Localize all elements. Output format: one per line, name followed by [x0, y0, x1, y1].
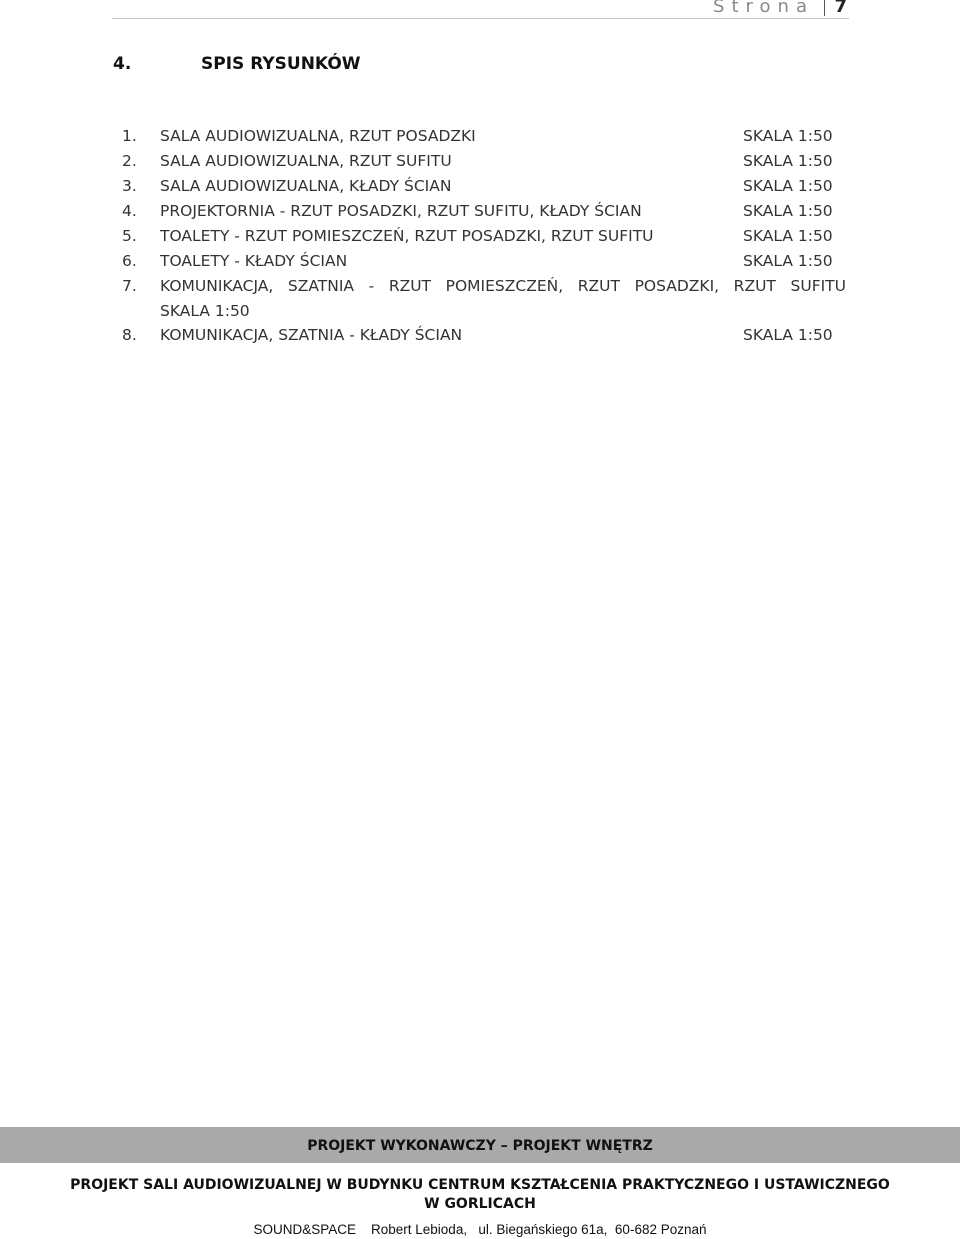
drawing-scale: SKALA 1:50: [743, 227, 833, 245]
footer-company: SOUND&SPACE Robert Lebioda, ul. Biegańskiego 61a, 60-682 Poznań: [253, 1222, 707, 1237]
section-title: SPIS RYSUNKÓW: [201, 54, 361, 74]
drawing-scale: SKALA 1:50: [743, 152, 833, 170]
drawing-number: 7.: [122, 277, 137, 295]
drawing-item: [122, 199, 846, 224]
drawing-number: 4.: [122, 202, 137, 220]
drawing-scale: SKALA 1:50: [743, 127, 833, 145]
drawing-item: [122, 274, 846, 323]
page-number: 7: [834, 0, 847, 17]
drawing-scale: SKALA 1:50: [743, 202, 833, 220]
drawing-scale: SKALA 1:50: [743, 252, 833, 270]
page-separator: [824, 0, 825, 16]
drawing-number: 2.: [122, 152, 137, 170]
drawing-list: [122, 124, 846, 348]
drawing-item: [122, 174, 846, 199]
footer-bar-text: PROJEKT WYKONAWCZY – PROJEKT WNĘTRZ: [307, 1138, 653, 1154]
drawing-item: [122, 124, 846, 149]
drawing-title: TOALETY - RZUT POMIESZCZEŃ, RZUT POSADZKI, RZUT SUFITU: [160, 227, 654, 245]
footer-project-title: PROJEKT SALI AUDIOWIZUALNEJ W BUDYNKU CENTRUM KSZTAŁCENIA PRAKTYCZNEGO I USTAWICZNEGO W GORLICACH: [70, 1177, 890, 1212]
drawing-title: KOMUNIKACJA, SZATNIA - KŁADY ŚCIAN: [160, 326, 463, 344]
drawing-scale: SKALA 1:50: [743, 177, 833, 195]
drawing-title: SALA AUDIOWIZUALNA, RZUT POSADZKI: [160, 127, 476, 145]
drawing-title: TOALETY - KŁADY ŚCIAN: [160, 252, 348, 270]
drawing-scale: SKALA 1:50: [160, 301, 250, 320]
drawing-number: 8.: [122, 326, 137, 344]
section-heading: [113, 54, 361, 74]
drawing-number: 5.: [122, 227, 137, 245]
drawing-title-wrapped: [160, 274, 846, 323]
drawing-title: KOMUNIKACJA, SZATNIA - RZUT POMIESZCZEŃ, RZUT POSADZKI, RZUT SUFITU: [160, 277, 846, 295]
drawing-title: SALA AUDIOWIZUALNA, KŁADY ŚCIAN: [160, 177, 452, 195]
drawing-number: 6.: [122, 252, 137, 270]
section-number: 4.: [113, 54, 132, 74]
drawing-item: [122, 323, 846, 348]
drawing-title: SALA AUDIOWIZUALNA, RZUT SUFITU: [160, 152, 452, 170]
drawing-item: [122, 249, 846, 274]
page-header: [112, 0, 849, 19]
page-label: Strona: [713, 0, 814, 17]
drawing-title: PROJEKTORNIA - RZUT POSADZKI, RZUT SUFITU, KŁADY ŚCIAN: [160, 202, 642, 220]
drawing-number: 3.: [122, 177, 137, 195]
drawing-item: [122, 149, 846, 174]
drawing-scale: SKALA 1:50: [743, 326, 833, 344]
drawing-item: [122, 224, 846, 249]
drawing-number: 1.: [122, 127, 137, 145]
